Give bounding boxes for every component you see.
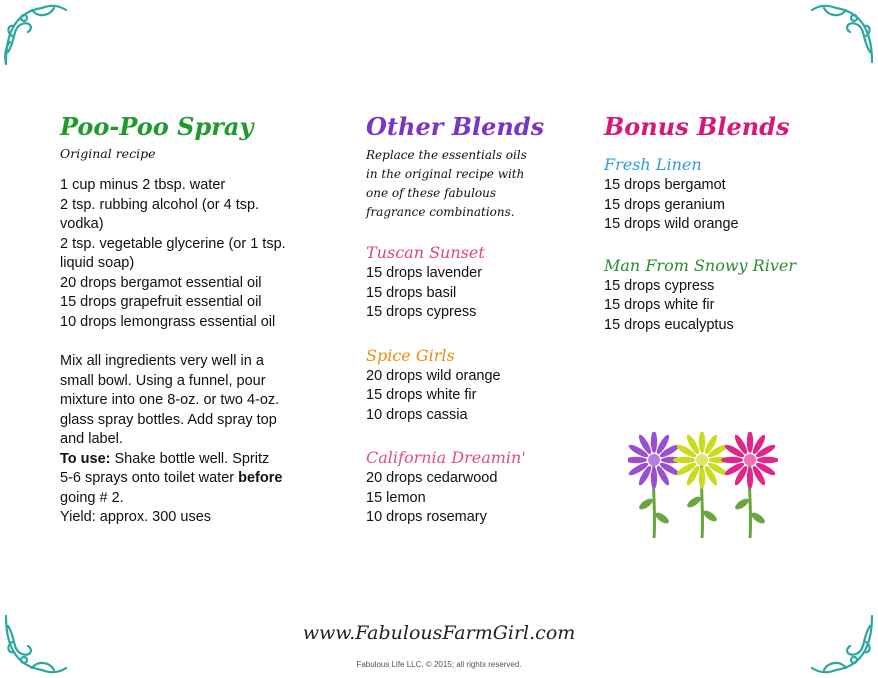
bonus-blends-title: Bonus Blends: [604, 112, 790, 141]
corner-ornament-top-left: [2, 2, 72, 72]
ingredient-line: 10 drops lemongrass essential oil: [60, 313, 276, 330]
ingredient-line: 15 drops grapefruit essential oil: [60, 294, 262, 310]
intro-line: one of these fabulous: [366, 186, 497, 200]
blend-block: [604, 154, 844, 235]
flowers-illustration: [628, 432, 778, 542]
blend-block: [366, 242, 576, 323]
flower-icon: [673, 432, 731, 538]
direction-line: small bowl. Using a funnel, pour: [60, 372, 266, 389]
blend-item: 15 drops cypress: [604, 277, 715, 294]
to-use-line: [60, 450, 330, 470]
ingredient-line: liquid soap): [60, 255, 135, 271]
blend-block: [604, 255, 844, 336]
blend-item: 15 lemon: [366, 489, 426, 506]
blend-name: Tuscan Sunset: [366, 243, 485, 262]
flourish-corner-icon: [806, 2, 876, 72]
corner-ornament-top-right: [806, 2, 876, 72]
blend-item: 15 drops cypress: [366, 304, 477, 320]
direction-line: Mix all ingredients very well in a: [60, 353, 264, 369]
blend-name: Spice Girls: [366, 345, 455, 365]
blend-name: Fresh Linen: [604, 155, 702, 174]
blend-item: 15 drops lavender: [366, 265, 483, 281]
other-blends-column: [366, 112, 576, 528]
blend-name: Man From Snowy River: [604, 255, 796, 275]
to-use-label: To use:: [60, 450, 111, 467]
intro-line: fragrance combinations.: [366, 205, 515, 219]
blend-block: [366, 447, 576, 528]
blend-item: 10 drops rosemary: [366, 509, 487, 525]
blend-item: 15 drops white fir: [366, 387, 477, 403]
bonus-blends-column: [604, 112, 844, 335]
blend-name: California Dreamin': [366, 448, 526, 467]
flower-icon: [628, 432, 683, 538]
website-url: www.FabulousFarmGirl.com: [302, 622, 576, 644]
direction-line: glass spray bottles. Add spray top: [60, 411, 277, 428]
copyright-notice: Fabulous Life LLC, © 2015; all rights reserved.: [356, 660, 522, 669]
direction-line: mixture into one 8-oz. or two 4-oz.: [60, 392, 280, 408]
yield-line: Yield: approx. 300 uses: [60, 509, 212, 525]
to-use-line: going # 2.: [60, 489, 124, 506]
blend-item: 15 drops white fir: [604, 297, 715, 313]
blend-item: 10 drops cassia: [366, 406, 468, 423]
intro-line: Replace the essentials oils: [366, 148, 527, 162]
blend-item: 15 drops wild orange: [604, 216, 739, 232]
ingredient-line: 2 tsp. rubbing alcohol (or 4 tsp.: [60, 196, 260, 213]
ingredient-line: vodka): [60, 216, 104, 232]
blend-item: 20 drops wild orange: [366, 367, 501, 384]
to-use-line: [60, 469, 330, 489]
direction-line: and label.: [60, 431, 123, 447]
flourish-corner-icon: [2, 2, 72, 72]
to-use-text: Shake bottle well. Spritz: [110, 450, 270, 467]
recipe-title: Poo-Poo Spray: [60, 112, 254, 141]
to-use-bold: before: [238, 470, 283, 486]
other-blends-title: Other Blends: [366, 112, 545, 141]
blend-block: [366, 345, 576, 426]
intro-line: in the original recipe with: [366, 167, 525, 181]
blend-item: 15 drops basil: [366, 284, 457, 301]
original-recipe-column: [60, 112, 330, 528]
ingredient-line: 20 drops bergamot essential oil: [60, 274, 262, 291]
blend-item: 15 drops bergamot: [604, 177, 726, 193]
ingredient-line: 1 cup minus 2 tbsp. water: [60, 177, 226, 193]
blend-item: 20 drops cedarwood: [366, 470, 498, 486]
flower-icon: [721, 432, 778, 538]
recipe-subtitle: Original recipe: [60, 146, 156, 161]
to-use-text: 5-6 sprays onto toilet water: [60, 470, 239, 486]
blend-item: 15 drops geranium: [604, 196, 725, 213]
ingredient-line: 2 tsp. vegetable glycerine (or 1 tsp.: [60, 235, 286, 252]
blend-item: 15 drops eucalyptus: [604, 316, 734, 333]
